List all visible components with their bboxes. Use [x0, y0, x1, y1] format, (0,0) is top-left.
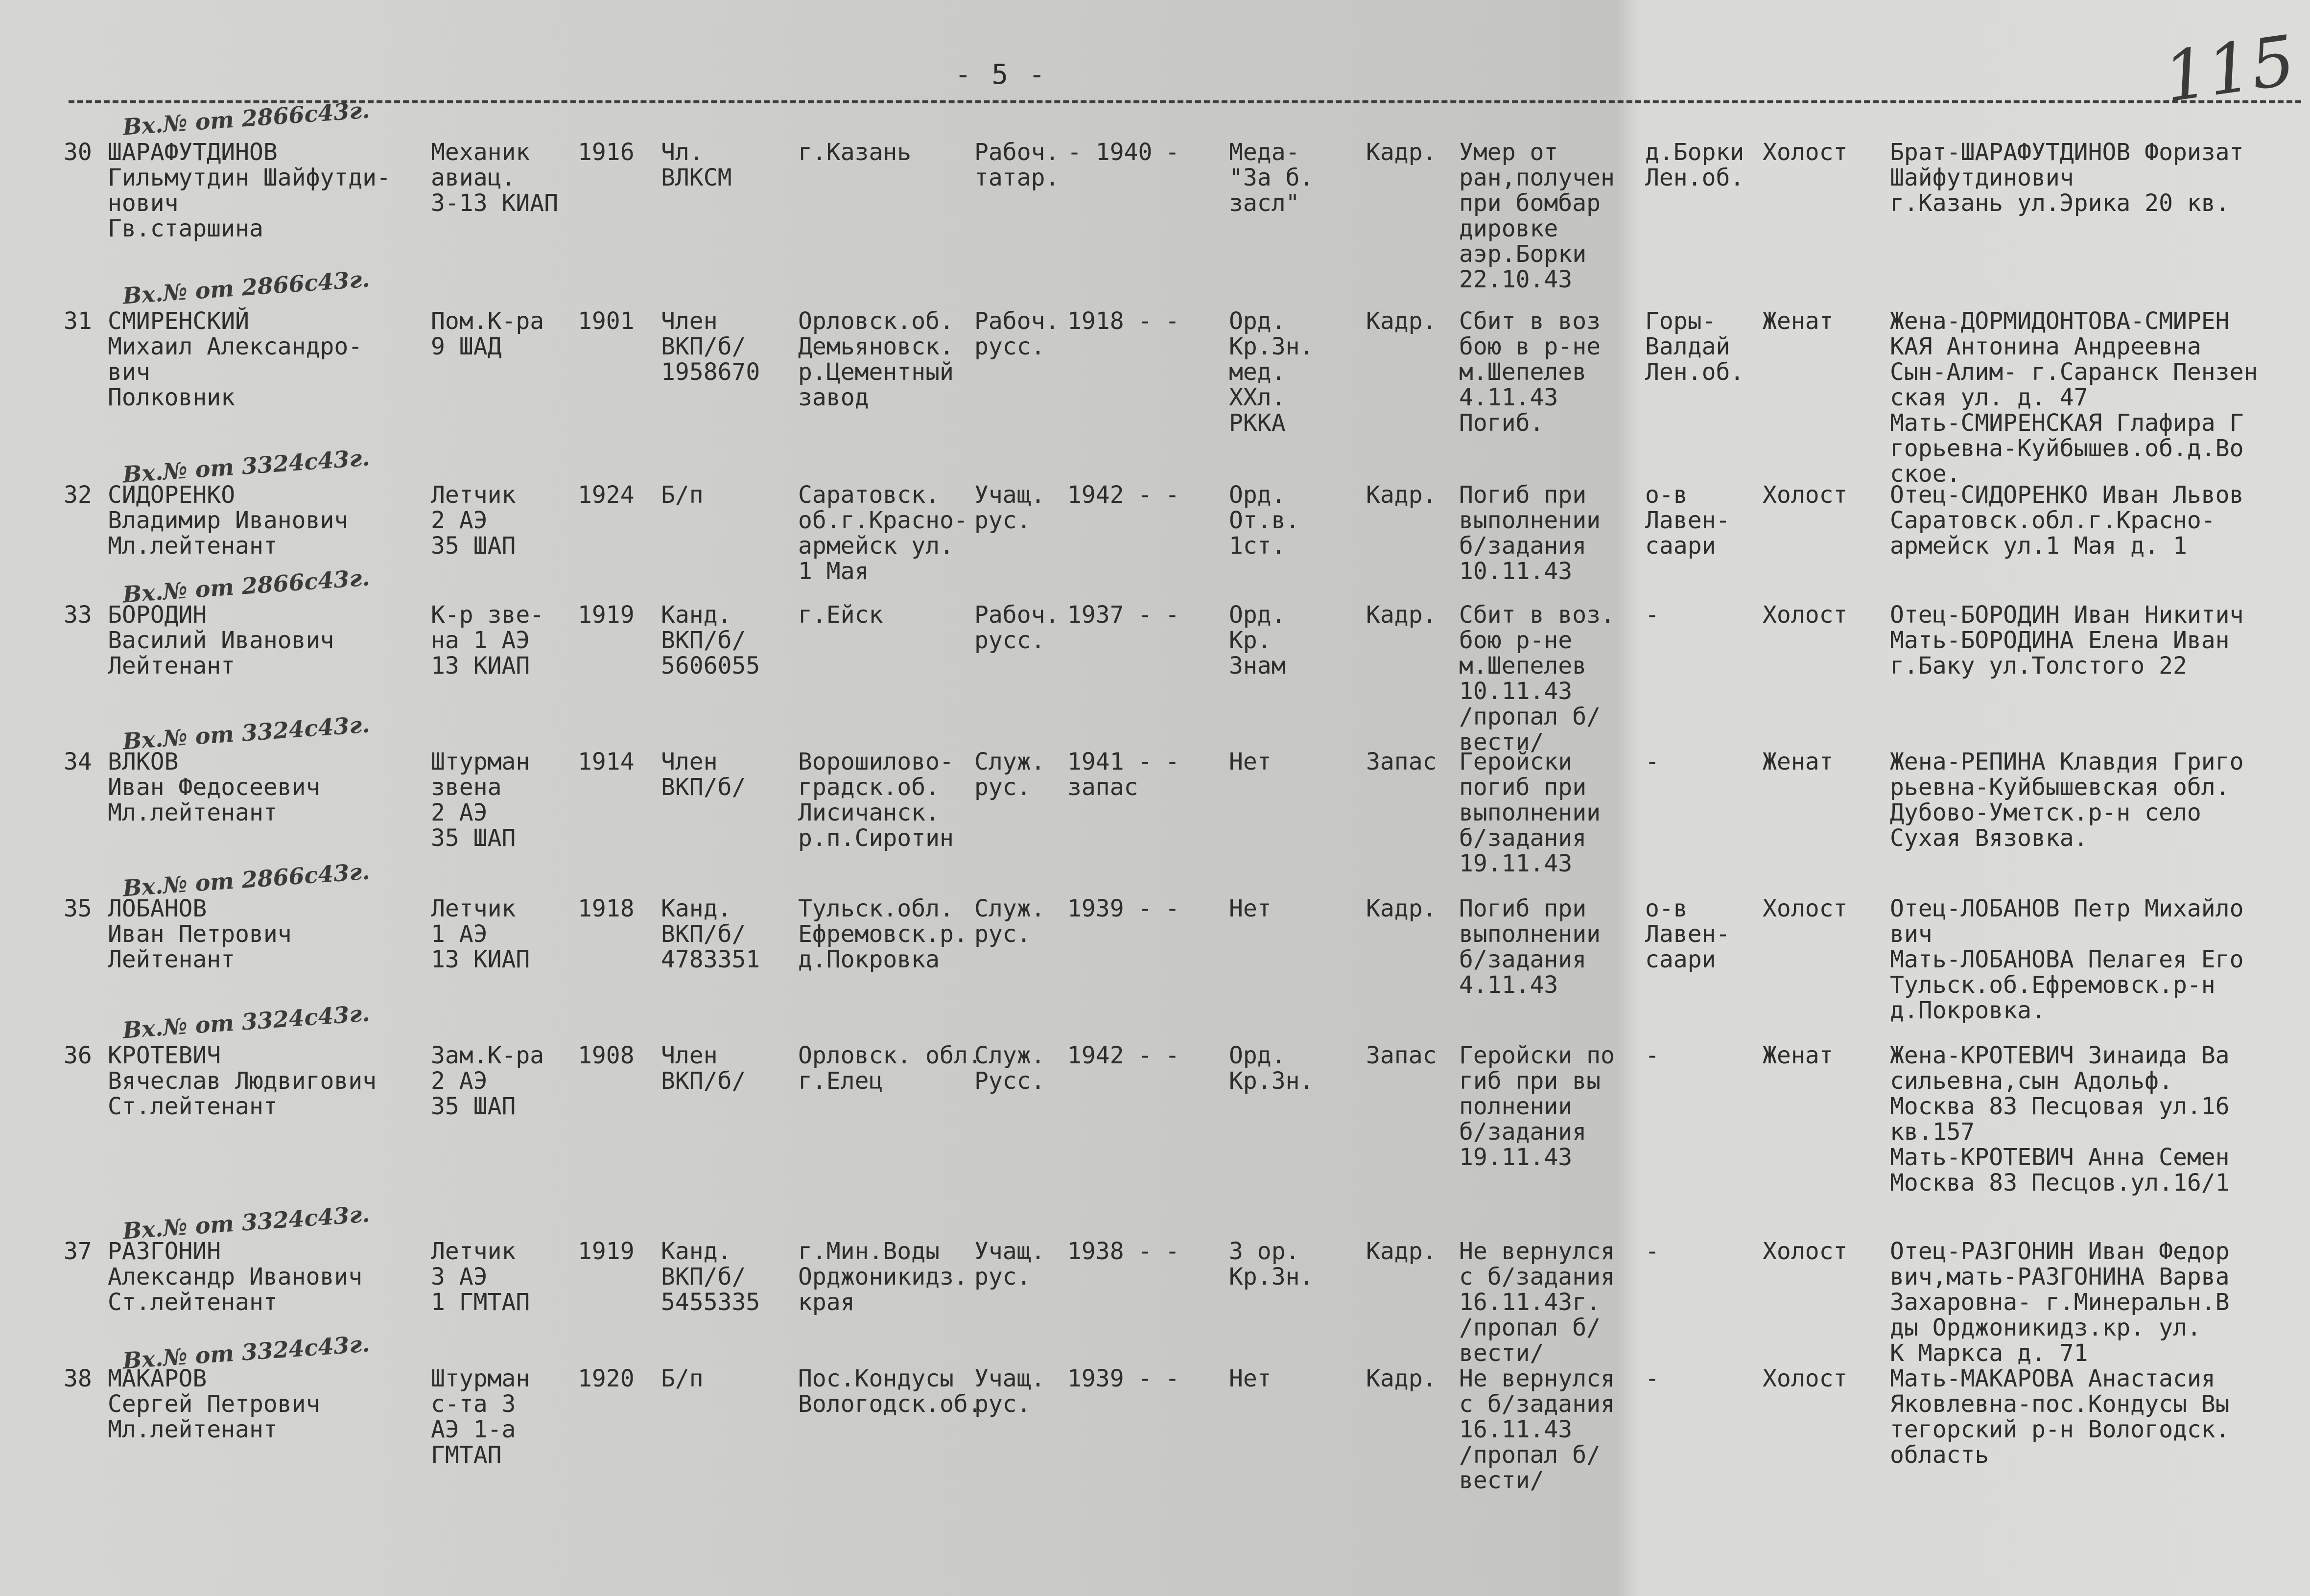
entry-number: 35	[64, 895, 92, 922]
full-name-rank: БОРОДИН Василий Иванович Лейтенант	[108, 601, 334, 680]
marital-status: Холост	[1763, 601, 1848, 629]
next-of-kin: Отец-РАЗГОНИН Иван Федор вич,мать-РАЗГОНИНА Варва Захаровна- г.Минеральн.В ды Орджоникидз.кр. ул. К Маркса д. 71	[1890, 1238, 2230, 1367]
position-unit: Зам.К-ра 2 АЭ 35 ШАП	[431, 1042, 544, 1120]
position-unit: Пом.К-ра 9 ШАД	[431, 307, 544, 360]
awards: Орд. Кр.Зн. мед. XXл. РККА	[1229, 307, 1314, 437]
service-status: Кадр.	[1366, 307, 1437, 335]
awards: 3 ор. Кр.Зн.	[1229, 1238, 1314, 1291]
social-origin: Учащ. рус.	[974, 481, 1045, 534]
birth-year: 1919	[578, 1238, 635, 1265]
burial-place: о-в Лавен- саари	[1645, 481, 1730, 560]
birth-year: 1914	[578, 748, 635, 775]
next-of-kin: Мать-МАКАРОВА Анастасия Яковлевна-пос.Кондусы Вы тегорский р-н Вологодск. область	[1890, 1365, 2230, 1469]
marital-status: Холост	[1763, 139, 1848, 166]
fate-circumstances: Погиб при выполнении б/задания 10.11.43	[1459, 481, 1601, 585]
burial-place: д.Борки Лен.об.	[1645, 139, 1744, 191]
birthplace: г.Казань	[798, 139, 912, 166]
next-of-kin: Отец-ЛОБАНОВ Петр Михайло вич Мать-ЛОБАНОВА Пелагея Его Тульск.об.Ефремовск.р-н д.Покровка.	[1890, 895, 2244, 1024]
service-status: Запас	[1366, 1042, 1437, 1069]
social-origin: Учащ. рус.	[974, 1365, 1045, 1418]
service-since: 1939 -	[1067, 895, 1153, 922]
full-name-rank: ВЛКОВ Иван Федосеевич Мл.лейтенант	[108, 748, 320, 826]
fate-circumstances: Не вернулся с б/задания 16.11.43г. /пропал б/вести/	[1459, 1238, 1615, 1367]
entry-number: 30	[64, 139, 92, 166]
conscription: -	[1165, 139, 1179, 166]
party-membership: Член ВКП/б/	[661, 1042, 746, 1095]
party-membership: Канд. ВКП/б/ 5455335	[661, 1238, 760, 1316]
service-status: Кадр.	[1366, 1365, 1437, 1392]
service-since: 1918 -	[1067, 307, 1153, 335]
position-unit: Штурман с-та 3 АЭ 1-а ГМТАП	[431, 1365, 530, 1469]
service-status: Кадр.	[1366, 1238, 1437, 1265]
birth-year: 1916	[578, 139, 635, 166]
conscription: -	[1165, 481, 1179, 509]
social-origin: Рабоч. русс.	[974, 601, 1060, 654]
full-name-rank: ЛОБАНОВ Иван Петрович Лейтенант	[108, 895, 292, 973]
birthplace: Орловск. обл. г.Елец	[798, 1042, 982, 1095]
registration-stamp: Вх.№ от 3324с43г.	[121, 444, 371, 488]
awards: Меда- "За б. засл"	[1229, 139, 1314, 217]
entry-number: 37	[64, 1238, 92, 1265]
full-name-rank: МАКАРОВ Сергей Петрович Мл.лейтенант	[108, 1365, 320, 1443]
burial-place: -	[1645, 748, 1659, 775]
registration-stamp: Вх.№ от 3324с43г.	[121, 1330, 371, 1374]
full-name-rank: КРОТЕВИЧ Вячеслав Людвигович Ст.лейтенант	[108, 1042, 377, 1120]
position-unit: Летчик 3 АЭ 1 ГМТАП	[431, 1238, 530, 1316]
birthplace: Саратовск. об.г.Красно- армейск ул. 1 Мая	[798, 481, 968, 585]
position-unit: Летчик 1 АЭ 13 КИАП	[431, 895, 530, 973]
birthplace: г.Мин.Воды Орджоникидз. края	[798, 1238, 968, 1316]
fate-circumstances: Не вернулся с б/задания 16.11.43 /пропал б/вести/	[1459, 1365, 1615, 1494]
page-number: - 5 -	[955, 59, 1047, 91]
conscription: -	[1165, 748, 1179, 775]
full-name-rank: ШАРАФУТДИНОВ Гильмутдин Шайфутди- нович Гв.старшина	[108, 139, 391, 242]
position-unit: Штурман звена 2 АЭ 35 ШАП	[431, 748, 530, 852]
birth-year: 1908	[578, 1042, 635, 1069]
burial-place: -	[1645, 1238, 1659, 1265]
entry-number: 31	[64, 307, 92, 335]
awards: Орд. Кр. Знам	[1229, 601, 1286, 680]
party-membership: Б/п	[661, 1365, 704, 1392]
registration-stamp: Вх.№ от 2866с43г.	[121, 96, 371, 141]
position-unit: К-р зве- на 1 АЭ 13 КИАП	[431, 601, 544, 680]
fate-circumstances: Умер от ран,получен при бомбар дировке аэр.Борки 22.10.43	[1459, 139, 1615, 293]
service-status: Кадр.	[1366, 601, 1437, 629]
registration-stamp: Вх.№ от 3324с43г.	[121, 1000, 371, 1044]
conscription: -	[1165, 1042, 1179, 1069]
conscription: -	[1165, 1238, 1179, 1265]
next-of-kin: Жена-РЕПИНА Клавдия Григо рьевна-Куйбышевская обл. Дубово-Уметск.р-н село Сухая Вязовка.	[1890, 748, 2244, 852]
marital-status: Холост	[1763, 895, 1848, 922]
social-origin: Учащ. рус.	[974, 1238, 1045, 1291]
birth-year: 1918	[578, 895, 635, 922]
awards: Орд. От.в. 1ст.	[1229, 481, 1300, 560]
social-origin: Рабоч. татар.	[974, 139, 1060, 191]
social-origin: Служ. Русс.	[974, 1042, 1045, 1095]
burial-place: -	[1645, 601, 1659, 629]
service-status: Кадр.	[1366, 895, 1437, 922]
social-origin: Служ. рус.	[974, 895, 1045, 948]
full-name-rank: СИДОРЕНКО Владимир Иванович Мл.лейтенант	[108, 481, 349, 560]
service-status: Кадр.	[1366, 139, 1437, 166]
marital-status: Женат	[1763, 307, 1834, 335]
birthplace: Орловск.об. Демьяновск. р.Цементный завод	[798, 307, 954, 411]
party-membership: Б/п	[661, 481, 704, 509]
birthplace: Ворошилово- градск.об. Лисичанск. р.п.Сиротин	[798, 748, 954, 852]
birth-year: 1919	[578, 601, 635, 629]
birthplace: Тульск.обл. Ефремовск.р. д.Покровка	[798, 895, 968, 973]
entry-number: 32	[64, 481, 92, 509]
full-name-rank: РАЗГОНИН Александр Иванович Ст.лейтенант	[108, 1238, 363, 1316]
next-of-kin: Брат-ШАРАФУТДИНОВ Форизат Шайфутдинович г.Казань ул.Эрика 20 кв.	[1890, 139, 2244, 217]
position-unit: Летчик 2 АЭ 35 ШАП	[431, 481, 516, 560]
conscription: -	[1165, 1365, 1179, 1392]
position-unit: Механик авиац. 3-13 КИАП	[431, 139, 559, 217]
marital-status: Холост	[1763, 481, 1848, 509]
birth-year: 1924	[578, 481, 635, 509]
awards: Нет	[1229, 748, 1272, 775]
marital-status: Женат	[1763, 1042, 1834, 1069]
next-of-kin: Жена-КРОТЕВИЧ Зинаида Ва сильевна,сын Адольф. Москва 83 Песцовая ул.16 кв.157 Мать-КРОТЕВИЧ Анна Семен Москва 83 Песцов.ул.16/1	[1890, 1042, 2230, 1197]
party-membership: Канд. ВКП/б/ 4783351	[661, 895, 760, 973]
next-of-kin: Отец-СИДОРЕНКО Иван Львов Саратовск.обл.г.Красно- армейск ул.1 Мая д. 1	[1890, 481, 2244, 560]
conscription: -	[1165, 601, 1179, 629]
party-membership: Член ВКП/б/	[661, 748, 746, 801]
awards: Нет	[1229, 895, 1272, 922]
marital-status: Холост	[1763, 1365, 1848, 1392]
registration-stamp: Вх.№ от 2866с43г.	[121, 564, 371, 608]
service-since: 1939 -	[1067, 1365, 1153, 1392]
awards: Орд. Кр.Зн.	[1229, 1042, 1314, 1095]
marital-status: Холост	[1763, 1238, 1848, 1265]
service-since: 1938 -	[1067, 1238, 1153, 1265]
service-since: - 1940	[1067, 139, 1153, 166]
next-of-kin: Отец-БОРОДИН Иван Никитич Мать-БОРОДИНА Елена Иван г.Баку ул.Толстого 22	[1890, 601, 2244, 680]
burial-place: -	[1645, 1042, 1659, 1069]
fate-circumstances: Сбит в воз. бою р-не м.Шепелев 10.11.43 /пропал б/вести/	[1459, 601, 1615, 756]
service-status: Запас	[1366, 748, 1437, 775]
entry-number: 34	[64, 748, 92, 775]
party-membership: Член ВКП/б/ 1958670	[661, 307, 760, 386]
entry-number: 38	[64, 1365, 92, 1392]
social-origin: Рабоч. русс.	[974, 307, 1060, 360]
birthplace: г.Ейск	[798, 601, 883, 629]
burial-place: о-в Лавен- саари	[1645, 895, 1730, 973]
birth-year: 1901	[578, 307, 635, 335]
social-origin: Служ. рус.	[974, 748, 1045, 801]
fate-circumstances: Геройски погиб при выполнении б/задания 19.11.43	[1459, 748, 1601, 877]
registration-stamp: Вх.№ от 3324с43г.	[121, 1200, 371, 1244]
fate-circumstances: Сбит в воз бою в р-не м.Шепелев 4.11.43 Погиб.	[1459, 307, 1601, 437]
conscription: -	[1165, 895, 1179, 922]
registration-stamp: Вх.№ от 3324с43г.	[121, 711, 371, 755]
fate-circumstances: Геройски по гиб при вы полнении б/задания 19.11.43	[1459, 1042, 1615, 1171]
service-status: Кадр.	[1366, 481, 1437, 509]
full-name-rank: СМИРЕНСКИЙ Михаил Александро- вич Полковник	[108, 307, 363, 411]
conscription: -	[1165, 307, 1179, 335]
next-of-kin: Жена-ДОРМИДОНТОВА-СМИРЕН КАЯ Антонина Андреевна Сын-Алим- г.Саранск Пензен ская ул. д. 47 Мать-СМИРЕНСКАЯ Глафира Г горьевна-Куйбышев.об.д.Во ское.	[1890, 307, 2258, 488]
party-membership: Канд. ВКП/б/ 5606055	[661, 601, 760, 680]
service-since: 1937 -	[1067, 601, 1153, 629]
burial-place: Горы- Валдай Лен.об.	[1645, 307, 1744, 386]
marital-status: Женат	[1763, 748, 1834, 775]
party-membership: Чл. ВЛКСМ	[661, 139, 732, 191]
fate-circumstances: Погиб при выполнении б/задания 4.11.43	[1459, 895, 1601, 999]
registration-stamp: Вх.№ от 2866с43г.	[121, 858, 371, 902]
registration-stamp: Вх.№ от 2866с43г.	[121, 265, 371, 309]
birthplace: Пос.Кондусы Вологодск.об.	[798, 1365, 982, 1418]
entry-number: 36	[64, 1042, 92, 1069]
awards: Нет	[1229, 1365, 1272, 1392]
burial-place: -	[1645, 1365, 1659, 1392]
service-since: 1942 -	[1067, 481, 1153, 509]
service-since: 1942 -	[1067, 1042, 1153, 1069]
service-since: 1941 - запас	[1067, 748, 1153, 801]
handwritten-folio-number: 115	[2159, 21, 2300, 118]
header-rule	[69, 100, 2301, 103]
birth-year: 1920	[578, 1365, 635, 1392]
entry-number: 33	[64, 601, 92, 629]
